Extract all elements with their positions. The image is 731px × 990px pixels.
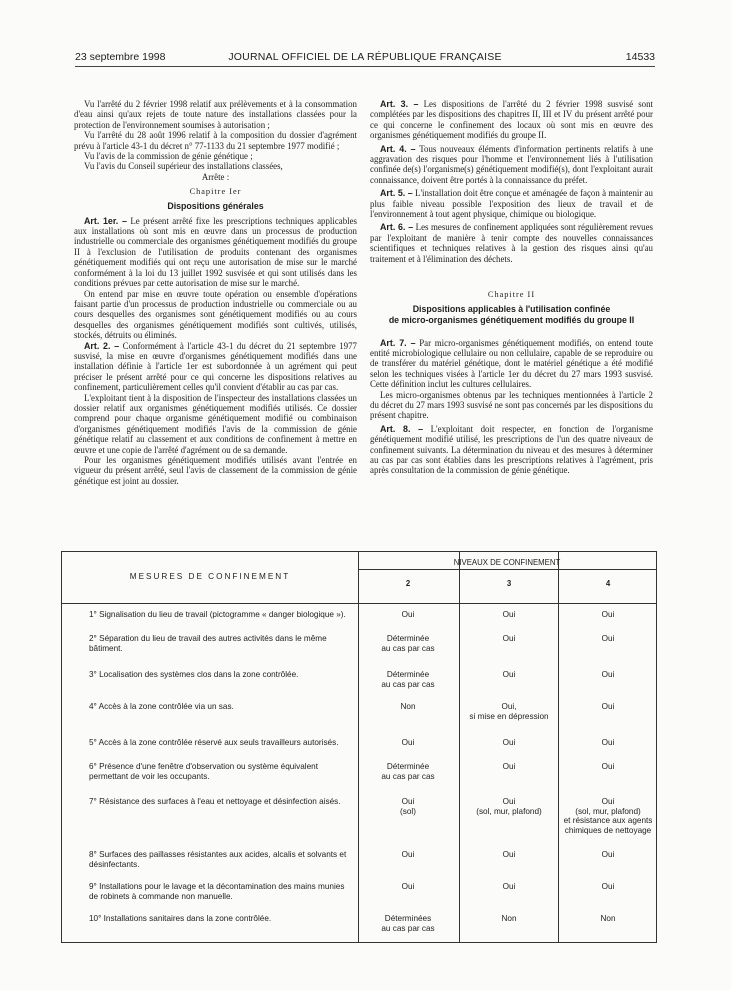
level-4-value: Oui (601, 882, 615, 891)
level-3-value: Non (501, 914, 517, 923)
article-3 (370, 99, 653, 141)
article-5 (370, 188, 653, 219)
journal-title: JOURNAL OFFICIEL DE LA RÉPUBLIQUE FRANÇAISE (228, 51, 502, 63)
vu-paragraph: Vu l'avis du Conseil supérieur des installations classées, (84, 161, 283, 172)
article-label: Art. 4. – (380, 143, 416, 154)
level-3-value: Oui (502, 634, 516, 643)
measure-label: 1° Signalisation du lieu de travail (pictogramme « danger biologique »). (89, 610, 346, 619)
level-2-value: Déterminée au cas par cas (381, 670, 435, 689)
measure-label: 9° Installations pour le lavage et la décontamination des mains munies de robinets à commande non manuelle. (89, 882, 345, 901)
table-header-rule (62, 603, 656, 604)
page-number: 14533 (625, 51, 655, 63)
arrete-line: Arrête : (201, 171, 230, 182)
vu-paragraph: Vu l'arrêté du 28 août 1996 relatif à la composition du dossier d'agrément prévu à l'article 43-1 du décret n° 77-1133 du 21 septembre 1977 modifié ; (74, 130, 357, 151)
left-column (74, 99, 357, 486)
article-paragraph: On entend par mise en œuvre toute opération ou ensemble d'opérations faisant partie d'un processus de production industrielle ou commerciale ou au cours desquelles des organismes sont génétiquement modifiés ou au cours desquelles des organismes génétiquement modifiés sont cultivés, utilisés, stockés, détruits ou éliminés. (74, 288, 357, 341)
measure-label: 2° Séparation du lieu de travail des autres activités dans le même bâtiment. (89, 634, 327, 653)
article-label: Art. 5. – (380, 188, 413, 199)
level-3-value: Oui (502, 610, 516, 619)
measure-label: 4° Accès à la zone contrôlée via un sas. (89, 702, 234, 711)
chapter-title: Dispositions générales (167, 200, 264, 211)
page-header (75, 51, 655, 67)
article-text: Les dispositions de l'arrêté du 2 février 1998 susvisé sont complétées par les dispositions des chapitres II, III et IV du présent arrêté pour ce qui concerne le confinement des locaux où sont mis en œuvre des organismes génétiquement modifiés du groupe II. (370, 99, 653, 141)
article-label: Art. 6. – (380, 222, 414, 233)
vu-paragraph: Vu l'avis de la commission de génie génétique ; (84, 151, 253, 162)
level-4-value: Oui (sol, mur, plafond) et résistance aux agents chimiques de nettoyage (563, 797, 653, 835)
article-text: L'exploitant doit respecter, en fonction de l'organisme génétiquement modifié utilisé, les prescriptions de l'un des quatre niveaux de confinement suivants. La détermination du niveau et des mesures à déterminer au cas par cas sont établies dans les prescriptions relatives à l'agrément, pris après consultation de la commission de génie génétique. (370, 423, 653, 476)
table-subheader-rule (358, 569, 656, 570)
confinement-table (61, 551, 657, 943)
article-text: Le présent arrêté fixe les prescriptions techniques applicables aux installations où sont mis en œuvre dans un processus de production industrielle ou commerciale des organismes génétiquement modifiés du groupe II à l'exclusion de l'utilisation de produits contenant des organismes génétiquement modifiés qui ont reçu une autorisation de mise sur le marché conformément à la loi du 13 juillet 1992 susvisée et qui sont utilisés dans les conditions prévues par cette autorisation de mise sur le marché. (74, 215, 358, 289)
article-label: Art. 8. – (380, 423, 424, 434)
article-paragraph: Les micro-organismes obtenus par les techniques mentionnées à l'article 2 du décret du 27 mars 1993 susvisé ne sont pas concernés par les dispositions du présent chapitre. (370, 389, 653, 421)
level-3-value: Oui, si mise en dépression (469, 702, 549, 721)
level-2-value: Déterminée au cas par cas (381, 762, 435, 781)
level-4-value: Non (600, 914, 616, 923)
level-2-value: Oui (401, 738, 415, 747)
level-2-value: Déterminée au cas par cas (381, 634, 435, 653)
article-label: Art. 1er. – (84, 215, 127, 226)
level-2-value: Oui (sol) (400, 797, 416, 816)
article-label: Art. 7. – (380, 337, 416, 348)
header-rule (75, 66, 655, 67)
article-text: Conformément à l'article 43-1 du décret du 21 septembre 1977 susvisé, la mise en œuvre d'organismes génétiquement modifiés dans une installation définie à l'article 1er est subordonnée à un agrément qui peut préciser le présent arrêté pour ce qui concerne les dispositions relatives au confinement, particulièrement celles qu'il convient d'établir au cas par cas. (74, 340, 357, 393)
article-6 (370, 222, 653, 264)
level-2-value: Oui (401, 850, 415, 859)
level-4-value: Oui (601, 610, 615, 619)
level-3-value: Oui (sol, mur, plafond) (476, 797, 542, 816)
chapter-label: Chapitre II (487, 290, 536, 300)
chapter-title-line: Dispositions applicables à l'utilisation confinée (412, 303, 611, 314)
level-3-value: Oui (502, 670, 516, 679)
article-text: Par micro-organismes génétiquement modifiés, on entend toute entité microbiologique cellulaire ou non cellulaire, capable de se reproduire ou de transférer du matériel génétique, dont le matériel génétique a été modifié selon les techniques visées à l'article 1er du décret du 27 mars 1993 susvisé. Cette définition inclut les cultures cellulaires. (370, 337, 653, 390)
levels-header: NIVEAUX DE CONFINEMENT (453, 558, 561, 567)
measure-label: 6° Présence d'une fenêtre d'observation ou système équivalent permettant de voir les occupants. (89, 762, 318, 781)
level-3-value: Oui (502, 850, 516, 859)
article-paragraph: L'exploitant tient à la disposition de l'inspecteur des installations classées un dossier relatif aux organismes génétiquement modifiés utilisés. Ce dossier comprend pour chaque organisme génétiquement modifié ou combinaison d'organismes génétiquement modifiés l'avis de la commission de génie génétique relatif au classement et aux conditions de confinement à mettre en œuvre et une copie de l'arrêté d'agrément ou de sa demande. (74, 392, 357, 455)
level-4-value: Oui (601, 702, 615, 711)
measure-label: 5° Accès à la zone contrôlée réservé aux seuls travailleurs autorisés. (89, 738, 339, 747)
vu-paragraph: Vu l'arrêté du 2 février 1998 relatif aux prélèvements et à la consommation d'eau ainsi qu'aux rejets de toute nature des installations classées pour la protection de l'environnement soumises à autorisation ; (74, 99, 357, 130)
article-4 (370, 144, 653, 186)
level-header: 2 (405, 579, 411, 588)
level-3-value: Oui (502, 762, 516, 771)
article-text: Tous nouveaux éléments d'information pertinents relatifs à une aggravation des risques pour l'homme et l'environnement liés à l'utilisation confinée de(s) l'organisme(s) génétiquement modifié(s), dont l'exploitant aurait connaissance, doivent être portés à la connaissance du préfet. (370, 143, 653, 185)
level-3-value: Oui (502, 882, 516, 891)
level-4-value: Oui (601, 762, 615, 771)
level-header: 4 (605, 579, 611, 588)
chapter-title-line: de micro-organismes génétiquement modifiés du groupe II (388, 314, 635, 325)
level-2-value: Oui (401, 882, 415, 891)
level-4-value: Oui (601, 850, 615, 859)
article-7 (370, 338, 653, 390)
article-label: Art. 3. – (380, 99, 419, 109)
chapter-label: Chapitre Ier (189, 187, 242, 197)
measure-label: 7° Résistance des surfaces à l'eau et nettoyage et désinfection aisés. (89, 797, 341, 806)
article-1 (74, 216, 357, 289)
article-paragraph: Pour les organismes génétiquement modifiés utilisés avant l'entrée en vigueur du présent arrêté, seul l'avis de classement de la commission de génie génétique est joint au dossier. (74, 455, 357, 486)
header-date: 23 septembre 1998 (75, 51, 166, 63)
measure-label: 10° Installations sanitaires dans la zone contrôlée. (89, 914, 272, 923)
right-column (370, 99, 653, 476)
level-header: 3 (506, 579, 512, 588)
measures-column-header: MESURES DE CONFINEMENT (129, 572, 291, 581)
article-2 (74, 341, 357, 393)
article-label: Art. 2. – (84, 340, 120, 351)
article-8 (370, 424, 653, 476)
measure-label: 8° Surfaces des paillasses résistantes aux acides, alcalis et solvants et désinfectants. (89, 850, 347, 869)
level-4-value: Oui (601, 634, 615, 643)
level-3-value: Oui (502, 738, 516, 747)
level-2-value: Non (400, 702, 416, 711)
level-2-value: Oui (401, 610, 415, 619)
measure-label: 3° Localisation des systèmes clos dans la zone contrôlée. (89, 670, 299, 679)
level-4-value: Oui (601, 738, 615, 747)
level-2-value: Déterminées au cas par cas (381, 914, 435, 933)
level-4-value: Oui (601, 670, 615, 679)
article-text: Les mesures de confinement appliquées sont régulièrement revues par l'exploitant de manière à tenir compte des nouvelles connaissances scientifiques et techniques relatives à la gestion des risques ainsi qu'au traitement et à l'élimination des déchets. (370, 222, 654, 264)
chapter-title (370, 304, 653, 326)
article-text: L'installation doit être conçue et aménagée de façon à maintenir au plus faible niveau possible l'exposition des lieux de travail et de l'environnement à tout agent physique, chimique ou biologique. (370, 188, 653, 220)
